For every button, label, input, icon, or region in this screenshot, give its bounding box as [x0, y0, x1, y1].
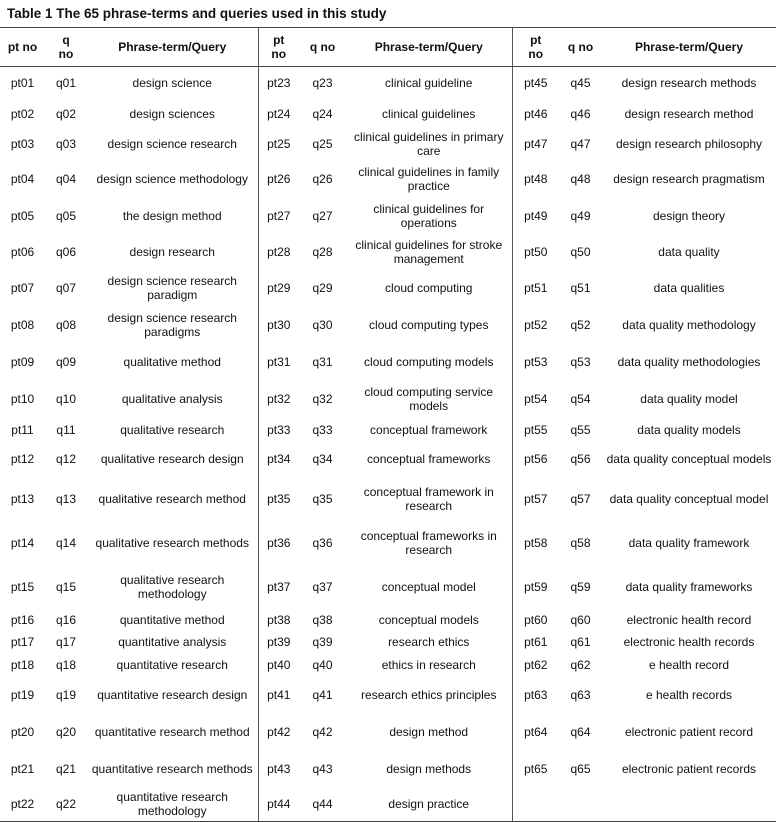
phrase-term: qualitative research methodology [87, 565, 258, 609]
query-number: q29 [312, 281, 333, 295]
col-header-pt: pt no [512, 28, 559, 67]
col-header-q: q no [45, 28, 87, 67]
phrase-term: clinical guidelines in family practice [346, 160, 512, 198]
pt-number: pt62 [524, 658, 548, 672]
table-row [0, 129, 776, 160]
query-number: q61 [570, 635, 591, 649]
query-number: q09 [55, 355, 77, 369]
query-number: q27 [312, 208, 333, 223]
pt-number: pt04 [10, 171, 35, 186]
query-number: q24 [312, 107, 333, 121]
phrase-term: data qualities [653, 281, 725, 295]
query-number: q47 [570, 137, 591, 151]
pt-number: pt25 [267, 137, 291, 151]
pt-number: pt40 [267, 658, 291, 672]
phrase-term: data quality frameworks [625, 579, 753, 594]
query-number: q62 [570, 658, 591, 672]
phrase-term: design research philosophy [615, 137, 763, 151]
pt-number: pt22 [0, 788, 45, 822]
query-number: q58 [570, 535, 591, 550]
phrase-term: quantitative method [87, 609, 258, 631]
phrase-term: electronic patient record [624, 725, 754, 739]
pt-number: pt58 [524, 535, 548, 550]
query-number: q06 [55, 244, 77, 259]
table-row [0, 381, 776, 418]
pt-number: pt36 [267, 535, 291, 550]
phrase-term: design method [346, 714, 512, 751]
pt-number: pt32 [267, 392, 291, 406]
pt-number: pt35 [267, 491, 291, 506]
query-number: q42 [312, 725, 333, 739]
query-number: q53 [570, 355, 591, 369]
phrase-term: design science research [87, 129, 258, 160]
query-number: q15 [55, 579, 77, 594]
query-number: q59 [570, 579, 591, 594]
pt-number: pt43 [267, 762, 291, 776]
pt-number: pt17 [10, 635, 35, 649]
phrase-term: cloud computing service models [346, 381, 512, 418]
phrase-term: data quality [658, 244, 720, 259]
pt-number: pt59 [524, 579, 548, 594]
query-number: q40 [312, 658, 333, 672]
pt-number: pt46 [524, 107, 548, 121]
phrase-term: data quality model [640, 392, 738, 406]
pt-number: pt63 [524, 688, 548, 702]
query-number: q46 [570, 107, 591, 121]
phrase-term: qualitative research design [87, 442, 258, 477]
col-header-pt: pt no [0, 28, 45, 67]
query-number: q07 [55, 281, 77, 295]
table-row [0, 160, 776, 198]
pt-number [512, 788, 559, 822]
table-row [0, 477, 776, 521]
phrase-term: design science research paradigm [87, 270, 258, 307]
query-number: q12 [55, 452, 77, 466]
table-row [0, 565, 776, 609]
table-row [0, 270, 776, 307]
pt-number: pt16 [10, 612, 35, 627]
phrase-term: design methods [346, 751, 512, 788]
col-header-pt: pt no [258, 28, 299, 67]
query-number: q60 [570, 612, 591, 627]
query-number: q03 [55, 137, 77, 151]
table-row [0, 677, 776, 714]
pt-number: pt13 [10, 491, 35, 506]
pt-number: pt52 [524, 318, 548, 332]
query-number: q50 [570, 244, 591, 259]
table-row [0, 418, 776, 442]
phrase-term: data quality methodologies [617, 355, 761, 369]
query-number: q35 [312, 491, 333, 506]
table-row [0, 788, 776, 822]
pt-number: pt30 [267, 318, 291, 332]
pt-number: pt56 [524, 452, 548, 466]
table-caption: Table 1 The 65 phrase-terms and queries used in this study [7, 6, 387, 21]
pt-number: pt12 [10, 452, 35, 466]
query-number: q08 [55, 318, 77, 332]
phrase-term: data quality conceptual models [606, 452, 772, 466]
query-number: q16 [55, 612, 77, 627]
table-row [0, 344, 776, 381]
pt-number: pt29 [267, 281, 291, 295]
phrase-term: qualitative method [87, 344, 258, 381]
col-header-phrase: Phrase-term/Query [602, 28, 776, 67]
pt-number: pt34 [267, 452, 291, 466]
table-row [0, 631, 776, 654]
query-number: q13 [55, 491, 77, 506]
pt-number: pt31 [267, 355, 291, 369]
query-number: q32 [312, 392, 333, 406]
header-row [0, 28, 776, 67]
query-number: q41 [312, 688, 333, 702]
phrase-term: ethics in research [346, 654, 512, 677]
pt-number: pt02 [10, 107, 35, 121]
query-number: q26 [312, 171, 333, 186]
table-row [0, 521, 776, 565]
phrase-term: design research methods [621, 76, 757, 91]
phrase-term: quantitative research methodology [87, 788, 258, 822]
pt-number: pt11 [11, 422, 34, 437]
query-number: q05 [55, 208, 77, 223]
query-number: q19 [55, 688, 77, 702]
query-number: q21 [55, 762, 77, 776]
query-number: q14 [55, 535, 77, 550]
query-number: q20 [55, 725, 77, 739]
pt-number: pt05 [10, 208, 35, 223]
phrase-term: conceptual framework [346, 418, 512, 442]
query-number: q48 [570, 171, 591, 186]
phrase-term: data quality models [637, 422, 741, 437]
pt-number: pt61 [524, 635, 548, 649]
phrase-term: clinical guidelines in primary care [346, 129, 512, 160]
phrase-term: cloud computing models [346, 344, 512, 381]
pt-number: pt60 [524, 612, 548, 627]
pt-number: pt27 [267, 208, 291, 223]
query-number: q10 [55, 392, 77, 406]
phrase-term: qualitative research methods [87, 521, 258, 565]
query-number: q49 [570, 208, 591, 223]
pt-number: pt03 [10, 137, 35, 151]
phrase-term: conceptual frameworks in research [346, 521, 512, 565]
col-header-phrase: Phrase-term/Query [346, 28, 512, 67]
pt-number: pt48 [524, 171, 548, 186]
phrase-term: design sciences [87, 100, 258, 129]
query-number: q38 [312, 612, 333, 627]
phrase-term: quantitative research methods [87, 751, 258, 788]
pt-number: pt49 [524, 208, 548, 223]
query-number: q28 [312, 244, 333, 259]
phrase-term: clinical guideline [346, 67, 512, 100]
query-number: q17 [55, 635, 77, 649]
query-number: q55 [570, 422, 591, 437]
phrase-terms-table [0, 27, 776, 822]
phrase-term [602, 788, 776, 822]
phrase-term: design science methodology [87, 160, 258, 198]
query-number: q02 [55, 107, 77, 121]
query-number: q36 [312, 535, 333, 550]
phrase-term: design research method [624, 107, 754, 121]
phrase-term: e health records [645, 688, 733, 702]
query-number: q01 [55, 76, 77, 91]
col-header-q: q no [299, 28, 346, 67]
table-row [0, 442, 776, 477]
phrase-term: quantitative research [87, 654, 258, 677]
table-row [0, 609, 776, 631]
query-number: q33 [312, 422, 333, 437]
phrase-term: data quality conceptual model [609, 491, 769, 506]
table-row [0, 307, 776, 344]
pt-number: pt19 [10, 688, 35, 702]
phrase-term: conceptual frameworks [346, 442, 512, 477]
query-number: q11 [56, 422, 76, 437]
pt-number: pt33 [267, 422, 291, 437]
phrase-term: quantitative research method [87, 714, 258, 751]
pt-number: pt55 [524, 422, 548, 437]
pt-number: pt10 [10, 392, 35, 406]
phrase-term: clinical guidelines for operations [346, 198, 512, 234]
pt-number: pt44 [258, 788, 299, 822]
query-number: q22 [45, 788, 87, 822]
pt-number: pt57 [524, 491, 548, 506]
pt-number: pt15 [10, 579, 35, 594]
query-number: q39 [312, 635, 333, 649]
query-number [559, 788, 602, 822]
col-header-phrase: Phrase-term/Query [87, 28, 258, 67]
pt-number: pt54 [524, 392, 548, 406]
table-row [0, 654, 776, 677]
query-number: q52 [570, 318, 591, 332]
pt-number: pt53 [524, 355, 548, 369]
phrase-term: quantitative research design [87, 677, 258, 714]
query-number: q44 [299, 788, 346, 822]
phrase-term: design theory [652, 208, 726, 223]
pt-number: pt28 [267, 244, 291, 259]
query-number: q34 [312, 452, 333, 466]
phrase-term: data quality methodology [622, 318, 756, 332]
pt-number: pt37 [267, 579, 291, 594]
query-number: q18 [55, 658, 77, 672]
query-number: q57 [570, 491, 591, 506]
pt-number: pt18 [10, 658, 35, 672]
pt-number: pt50 [524, 244, 548, 259]
phrase-term: design science research paradigms [87, 307, 258, 344]
query-number: q31 [312, 355, 333, 369]
phrase-term: clinical guidelines for stroke management [346, 234, 512, 270]
phrase-term: quantitative analysis [87, 631, 258, 654]
query-number: q30 [312, 318, 333, 332]
query-number: q54 [570, 392, 591, 406]
phrase-term: electronic health record [626, 612, 752, 627]
query-number: q37 [312, 579, 333, 594]
query-number: q56 [570, 452, 591, 466]
pt-number: pt09 [10, 355, 35, 369]
table-row [0, 234, 776, 270]
table-row [0, 198, 776, 234]
phrase-term: cloud computing types [346, 307, 512, 344]
pt-number: pt26 [267, 171, 291, 186]
table-row [0, 751, 776, 788]
pt-number: pt47 [524, 137, 548, 151]
phrase-term: design research pragmatism [613, 171, 765, 186]
query-number: q04 [55, 171, 77, 186]
pt-number: pt42 [267, 725, 291, 739]
query-number: q64 [570, 725, 591, 739]
phrase-term: the design method [87, 198, 258, 234]
phrase-term: conceptual models [346, 609, 512, 631]
query-number: q43 [312, 762, 333, 776]
pt-number: pt23 [267, 76, 291, 91]
pt-number: pt51 [524, 281, 548, 295]
phrase-term: electronic patient records [621, 762, 757, 776]
pt-number: pt41 [267, 688, 291, 702]
query-number: q51 [570, 281, 591, 295]
phrase-term: qualitative research [87, 418, 258, 442]
pt-number: pt64 [524, 725, 548, 739]
phrase-term: cloud computing [346, 270, 512, 307]
phrase-term: data quality framework [628, 535, 750, 550]
table-row [0, 67, 776, 100]
phrase-term: qualitative research method [87, 477, 258, 521]
pt-number: pt07 [10, 281, 35, 295]
query-number: q45 [570, 76, 591, 91]
pt-number: pt45 [524, 76, 548, 91]
query-number: q23 [312, 76, 333, 91]
col-header-q: q no [559, 28, 602, 67]
table-row [0, 714, 776, 751]
pt-number: pt06 [10, 244, 35, 259]
pt-number: pt08 [10, 318, 35, 332]
phrase-term: conceptual framework in research [346, 477, 512, 521]
phrase-term: research ethics principles [346, 677, 512, 714]
pt-number: pt20 [10, 725, 35, 739]
phrase-term: clinical guidelines [346, 100, 512, 129]
pt-number: pt38 [267, 612, 291, 627]
pt-number: pt39 [267, 635, 291, 649]
pt-number: pt24 [267, 107, 291, 121]
pt-number: pt65 [524, 762, 548, 776]
phrase-term: design research [87, 234, 258, 270]
query-number: q25 [312, 137, 333, 151]
phrase-term: qualitative analysis [87, 381, 258, 418]
phrase-term: research ethics [346, 631, 512, 654]
table-row [0, 100, 776, 129]
phrase-term: conceptual model [346, 565, 512, 609]
phrase-term: design science [87, 67, 258, 100]
query-number: q63 [570, 688, 591, 702]
pt-number: pt21 [10, 762, 35, 776]
pt-number: pt14 [10, 535, 35, 550]
phrase-term: e health record [648, 658, 730, 672]
query-number: q65 [570, 762, 591, 776]
pt-number: pt01 [10, 76, 35, 91]
phrase-term: design practice [346, 788, 512, 822]
phrase-term: electronic health records [623, 635, 755, 649]
